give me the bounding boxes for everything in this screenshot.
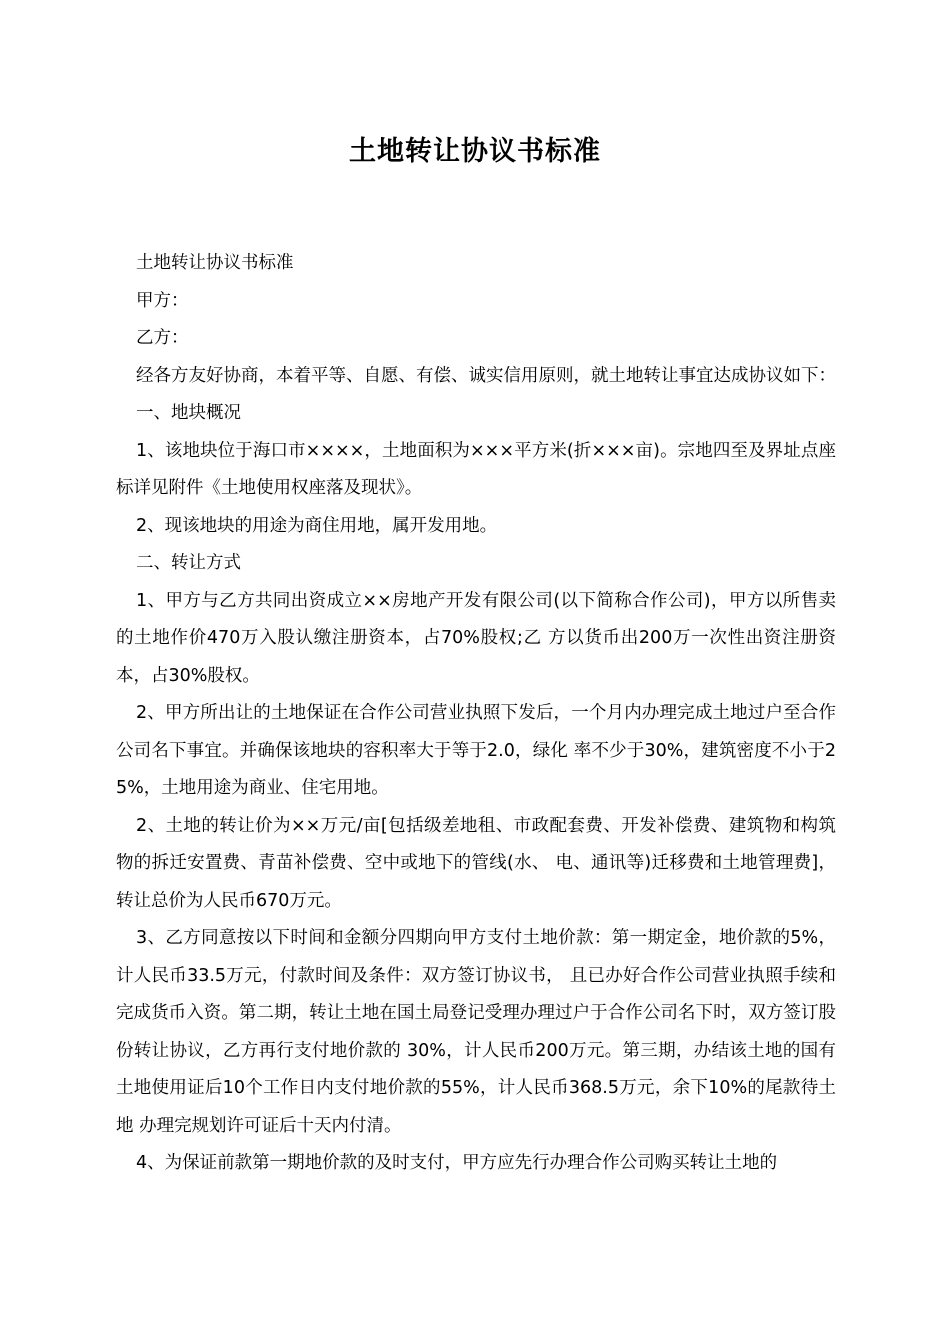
section-heading-transfer-method: 二、转让方式 (136, 553, 241, 573)
paragraph-first-payment-guarantee: 4、为保证前款第一期地价款的及时支付，甲方应先行办理合作公司购买转让土地的 (136, 1153, 778, 1173)
paragraph-payment-schedule: 3、乙方同意按以下时间和金额分四期向甲方支付土地价款：第一期定金，地价款的5%，计人民币33.5万元，付款时间及条件：双方签订协议书， 且已办好合作公司营业执照手续和完成货币入资。第二期，转让土地在国土局登记受理办理过户于合作公司名下时，双方签订股份转让协议，乙方再行支付地价款的 30%，计人民币200万元。第三期，办结该土地的国有土地使用证后10个工作日内支付地价款的55%，计人民币368.5万元，余下10%的尾款待土地 办理完规划许可证后十天内付清。 (116, 928, 836, 1136)
document-title: 土地转让协议书标准 (349, 136, 601, 167)
paragraph-party-a: 甲方： (136, 290, 189, 311)
paragraph-land-use: 2、现该地块的用途为商住用地，属开发用地。 (136, 515, 498, 536)
paragraph-land-location: 1、该地块位于海口市××××，土地面积为×××平方米(折×××亩)。宗地四至及界址点座标详见附件《土地使用权座落及现状》。 (116, 440, 836, 498)
document-body (116, 245, 836, 1183)
paragraph-preamble: 经各方友好协商，本着平等、自愿、有偿、诚实信用原则，就土地转让事宜达成协议如下： (136, 365, 836, 386)
paragraph-heading-repeat: 土地转让协议书标准 (136, 253, 294, 273)
paragraph-transfer-price: 2、土地的转让价为××万元/亩[包括级差地租、市政配套费、开发补偿费、建筑物和构筑物的拆迁安置费、青苗补偿费、空中或地下的管线(水、 电、通讯等)迁移费和土地管理费]，转让总价为人民币670万元。 (116, 815, 836, 911)
paragraph-party-b: 乙方： (136, 328, 189, 348)
paragraph-land-guarantee: 2、甲方所出让的土地保证在合作公司营业执照下发后，一个月内办理完成土地过户至合作公司名下事宜。并确保该地块的容积率大于等于2.0，绿化 率不少于30%，建筑密度不小于25%，土地用途为商业、住宅用地。 (116, 703, 836, 798)
paragraph-joint-company: 1、甲方与乙方共同出资成立××房地产开发有限公司(以下简称合作公司)，甲方以所售卖的土地作价470万入股认缴注册资本，占70%股权;乙 方以货币出200万一次性出资注册资本，占30%股权。 (116, 590, 836, 686)
section-heading-land-overview: 一、地块概况 (136, 403, 241, 423)
